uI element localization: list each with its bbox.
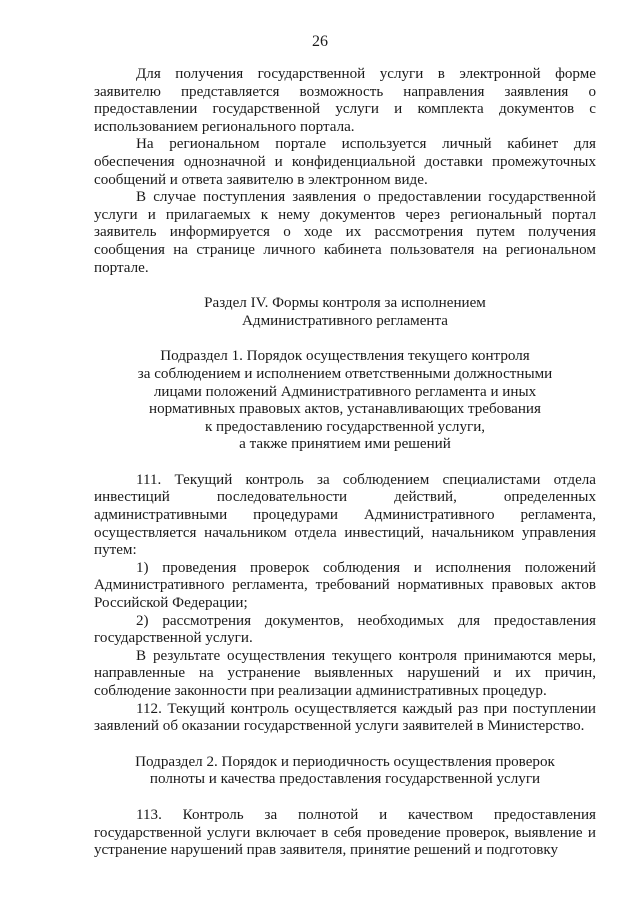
paragraph: 112. Текущий контроль осуществляется каждый раз при поступлении заявлений об оказании государственной услуги заявителей в Министерство. bbox=[94, 700, 596, 735]
subsection-heading-1 bbox=[94, 348, 596, 454]
section-heading-line: Раздел IV. Формы контроля за исполнением bbox=[204, 295, 486, 312]
section-heading bbox=[94, 295, 596, 330]
paragraph: В случае поступления заявления о предоставлении государственной услуги и прилагаемых к нему документов через региональный портал заявитель информируется о ходе их рассмотрения путем получения сообщения на странице личного кабинета пользователя на региональном портале. bbox=[94, 189, 596, 276]
paragraph: 113. Контроль за полнотой и качеством предоставления государственной услуги включает в себя проведение проверок, выявление и устранение нарушений прав заявителя, принятие решений и подготовку bbox=[94, 806, 596, 859]
paragraph: На региональном портале используется личный кабинет для обеспечения однозначной и конфиденциальной доставки промежуточных сообщений и ответа заявителю в электронном виде. bbox=[94, 136, 596, 188]
paragraph: В результате осуществления текущего контроля принимаются меры, направленные на устранение выявленных нарушений и их причин, соблюдение законности при реализации административных процедур. bbox=[94, 647, 596, 699]
subsection-heading-line: Подраздел 2. Порядок и периодичность осуществления проверок bbox=[135, 753, 555, 770]
subsection-heading-line: лицами положений Административного регламента и иных bbox=[153, 383, 537, 400]
subsection-heading-line: Подраздел 1. Порядок осуществления текущего контроля bbox=[160, 348, 530, 365]
subsection-heading-line: за соблюдением и исполнением ответственными должностными bbox=[137, 365, 553, 382]
paragraph: Для получения государственной услуги в электронной форме заявителю представляется возможность направления заявления о предоставлении государственной услуги и комплекта документов с использованием регионального портала. bbox=[94, 66, 596, 135]
subsection-heading-2 bbox=[94, 754, 596, 789]
paragraph: 2) рассмотрения документов, необходимых для предоставления государственной услуги. bbox=[94, 612, 596, 647]
section-heading-line: Административного регламента bbox=[242, 312, 448, 329]
subsection-heading-line: нормативных правовых актов, устанавливающих требования bbox=[149, 401, 541, 418]
subsection-heading-line: к предоставлению государственной услуги, bbox=[204, 418, 486, 435]
paragraph: 1) проведения проверок соблюдения и исполнения положений Административного регламента, требований нормативных правовых актов Российской Федерации; bbox=[94, 559, 596, 612]
paragraph: 111. Текущий контроль за соблюдением специалистами отдела инвестиций последовательности действий, определенных административными процедурами Административного регламента, осуществляется начальником отдела инвестиций, начальником управления путем: bbox=[94, 471, 596, 559]
subsection-heading-line: полноты и качества предоставления государственной услуги bbox=[149, 771, 541, 788]
page-number: 26 bbox=[312, 33, 328, 50]
subsection-heading-line: а также принятием ими решений bbox=[239, 436, 451, 453]
document-body bbox=[94, 66, 596, 860]
